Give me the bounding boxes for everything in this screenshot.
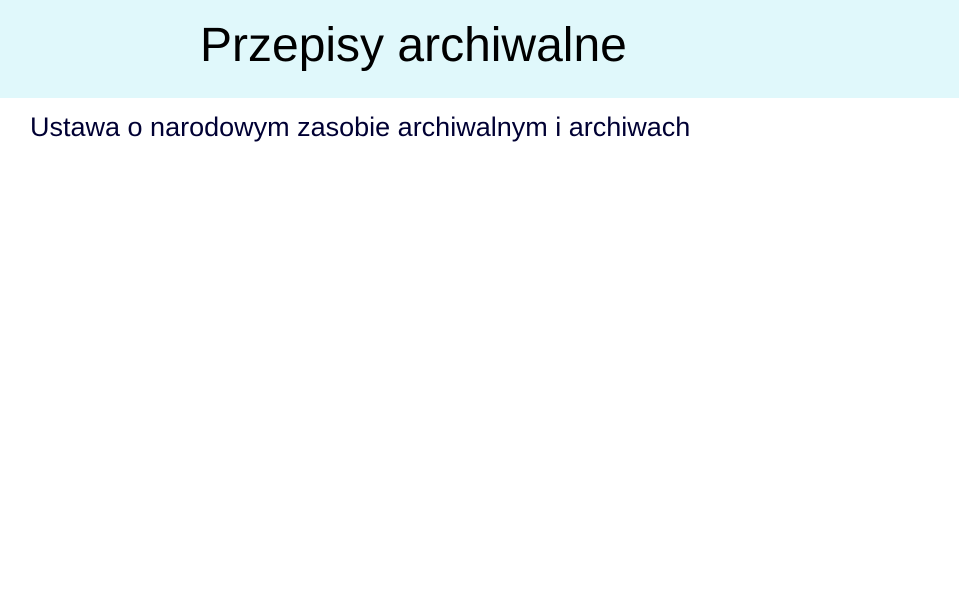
section-heading: Ustawa o narodowym zasobie archiwalnym i archiwach <box>30 112 691 142</box>
page-title: Przepisy archiwalne <box>200 19 627 72</box>
title-bar <box>0 0 959 98</box>
